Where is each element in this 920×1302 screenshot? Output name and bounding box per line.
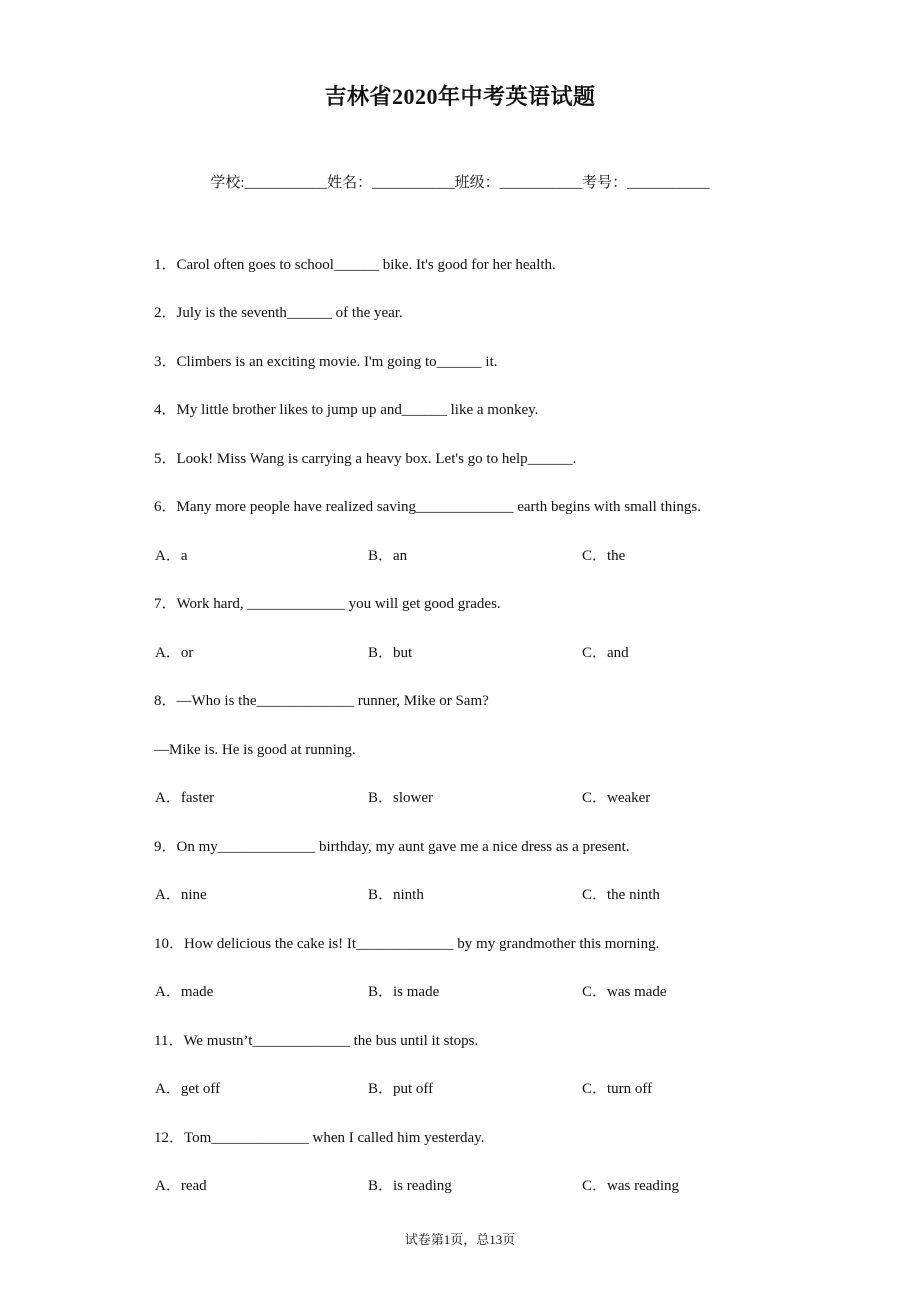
question-7: 7．Work hard, _____________ you will get good grades. (154, 596, 501, 612)
page-title: 吉林省2020年中考英语试题 (324, 84, 596, 109)
question-2: 2．July is the seventh______ of the year. (154, 305, 403, 321)
q7-option-b: B．but (368, 645, 413, 661)
question-9: 9．On my_____________ birthday, my aunt gave me a nice dress as a present. (154, 839, 630, 855)
page-footer: 试卷第1页，总13页 (404, 1232, 516, 1247)
question-4: 4．My little brother likes to jump up and______ like a monkey. (154, 402, 539, 418)
question-8-answer-line: —Mike is. He is good at running. (154, 742, 356, 758)
question-10: 10．How delicious the cake is! It_____________ by my grandmother this morning. (154, 936, 660, 952)
q11-option-b: B．put off (368, 1081, 434, 1097)
q10-option-b: B．is made (368, 984, 440, 1000)
question-8: 8．—Who is the_____________ runner, Mike or Sam? (154, 693, 489, 709)
q6-option-b: B．an (368, 548, 408, 564)
student-info-line: 学校:___________姓名：___________班级：___________考号：___________ (210, 175, 710, 191)
question-3: 3．Climbers is an exciting movie. I'm going to______ it. (154, 354, 498, 370)
q10-option-a: A．made (155, 984, 214, 1000)
question-5: 5．Look! Miss Wang is carrying a heavy box. Let's go to help______. (154, 451, 577, 467)
question-1: 1．Carol often goes to school______ bike. It's good for her health. (154, 257, 556, 273)
q12-option-a: A．read (155, 1178, 207, 1194)
question-11: 11．We mustn’t_____________ the bus until it stops. (154, 1033, 479, 1049)
q7-option-c: C．and (582, 645, 629, 661)
q9-option-c: C．the ninth (582, 887, 660, 903)
q8-option-b: B．slower (368, 790, 433, 806)
q6-option-c: C．the (582, 548, 626, 564)
q9-option-b: B．ninth (368, 887, 424, 903)
q7-option-a: A．or (155, 645, 194, 661)
question-6: 6．Many more people have realized saving_____________ earth begins with small things. (154, 499, 701, 515)
q12-option-c: C．was reading (582, 1178, 680, 1194)
q8-option-a: A．faster (155, 790, 215, 806)
q12-option-b: B．is reading (368, 1178, 452, 1194)
q11-option-a: A．get off (155, 1081, 221, 1097)
q11-option-c: C．turn off (582, 1081, 653, 1097)
question-12: 12．Tom_____________ when I called him yesterday. (154, 1130, 485, 1146)
q6-option-a: A．a (155, 548, 188, 564)
q9-option-a: A．nine (155, 887, 207, 903)
q10-option-c: C．was made (582, 984, 667, 1000)
q8-option-c: C．weaker (582, 790, 651, 806)
